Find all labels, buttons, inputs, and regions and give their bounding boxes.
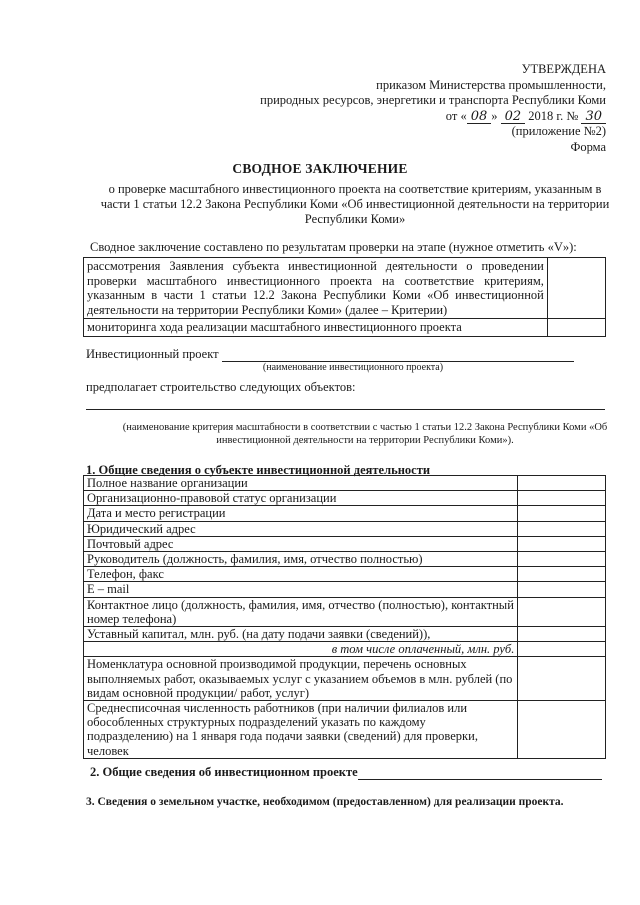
- table-row: [84, 627, 606, 642]
- table-row: [84, 552, 606, 567]
- row-value-cell[interactable]: [518, 567, 606, 582]
- table-row: [84, 536, 606, 551]
- organization-table: [83, 475, 606, 759]
- document-title: СВОДНОЕ ЗАКЛЮЧЕНИЕ: [232, 161, 408, 176]
- stage-table: [83, 257, 606, 337]
- appendix-label: (приложение №2): [511, 124, 606, 138]
- row-value-cell[interactable]: [518, 552, 606, 567]
- section3-title: 3. Сведения о земельном участке, необходимом (предоставленном) для реализации проекта.: [86, 796, 564, 808]
- table-row: [84, 657, 606, 701]
- table-row: [84, 476, 606, 491]
- row-label: Организационно-правовой статус организации: [84, 491, 518, 506]
- row-label: Контактное лицо (должность, фамилия, имя, отчество (полностью), контактный номер телефона): [84, 597, 518, 626]
- approval-order-line2: природных ресурсов, энергетики и транспорта Республики Коми: [260, 93, 606, 107]
- row-value-cell[interactable]: [518, 536, 606, 551]
- row-value-cell[interactable]: [518, 597, 606, 626]
- row-value-cell[interactable]: [518, 582, 606, 597]
- objects-label: предполагает строительство следующих объектов:: [86, 380, 356, 394]
- table-row: [84, 582, 606, 597]
- stage-row: [84, 258, 606, 319]
- table-row: [84, 597, 606, 626]
- date-prefix: от «: [445, 108, 467, 123]
- row-label: Дата и место регистрации: [84, 506, 518, 521]
- stage-intro: Сводное заключение составлено по результатам проверки на этапе (нужное отметить «V»):: [90, 240, 577, 254]
- project-row: [86, 347, 574, 362]
- section2-row: [90, 765, 602, 780]
- row-value-cell[interactable]: [518, 476, 606, 491]
- row-label: Руководитель (должность, фамилия, имя, отчество полностью): [84, 552, 518, 567]
- row-label: Юридический адрес: [84, 521, 518, 536]
- handwritten-day: 08: [467, 111, 492, 124]
- row-label: Полное название организации: [84, 476, 518, 491]
- row-label: Номенклатура основной производимой продукции, перечень основных выполняемых работ, оказываемых услуг с указанием объемов в млн. рублей (по видам основной продукции/ работ, услуг): [84, 657, 518, 701]
- approval-date-line: [260, 109, 606, 125]
- form-label: Форма: [570, 139, 606, 154]
- project-field[interactable]: [222, 347, 574, 362]
- row-label: Уставный капитал, млн. руб. (на дату подачи заявки (сведений)),: [84, 627, 518, 642]
- row-label: Почтовый адрес: [84, 536, 518, 551]
- table-row: [84, 491, 606, 506]
- row-value-cell[interactable]: [518, 642, 606, 657]
- table-row: [84, 567, 606, 582]
- project-hint: (наименование инвестиционного проекта): [262, 362, 444, 373]
- row-value-cell[interactable]: [518, 491, 606, 506]
- date-mid: »: [491, 108, 498, 123]
- date-suffix: 2018 г. №: [528, 108, 579, 123]
- approval-status: УТВЕРЖДЕНА: [521, 62, 606, 76]
- document-subtitle: о проверке масштабного инвестиционного проекта на соответствие критериям, указанным в части 1 статьи 12.2 Закона Республики Коми «Об инвестиционной деятельности на территории Республики Коми»: [100, 182, 610, 226]
- stage-option-text: мониторинга хода реализации масштабного инвестиционного проекта: [84, 319, 548, 337]
- objects-field[interactable]: [86, 409, 605, 410]
- row-label: Телефон, факс: [84, 567, 518, 582]
- stage-row: [84, 319, 606, 337]
- criteria-hint: (наименование критерия масштабности в соответствии с частью 1 статьи 12.2 Закона Республики Коми «Об инвестиционной деятельности на территории Республики Коми»).: [122, 422, 608, 446]
- stage-checkbox[interactable]: [547, 258, 605, 319]
- table-row: [84, 521, 606, 536]
- handwritten-month: 02: [501, 111, 526, 124]
- table-row: [84, 642, 606, 657]
- stage-option-text: рассмотрения Заявления субъекта инвестиционной деятельности о проведении проверки масштабного инвестиционного проекта на соответствие критериям, указанным в части 1 статьи 12.2 Закона Республики Коми «Об инвестиционной деятельности на территории Республики Коми» (далее – Критерии): [84, 258, 548, 319]
- approval-order-line1: приказом Министерства промышленности,: [376, 77, 606, 92]
- handwritten-number: 30: [581, 111, 606, 124]
- table-row: [84, 701, 606, 759]
- stage-checkbox[interactable]: [547, 319, 605, 337]
- row-label: Среднесписочная численность работников (при наличии филиалов или обособленных структурных подразделений указать по каждому подразделению) на 1 января года подачи заявки (сведений) для проверки, человек: [84, 701, 518, 759]
- table-row: [84, 506, 606, 521]
- row-value-cell[interactable]: [518, 657, 606, 701]
- row-value-cell[interactable]: [518, 627, 606, 642]
- section2-title: 2. Общие сведения об инвестиционном проекте: [90, 765, 358, 779]
- approval-block: [260, 62, 606, 155]
- row-label: в том числе оплаченный, млн. руб.: [84, 642, 518, 657]
- row-label: E – mail: [84, 582, 518, 597]
- project-label: Инвестиционный проект: [86, 347, 219, 361]
- section1-title: 1. Общие сведения о субъекте инвестиционной деятельности: [86, 463, 431, 477]
- row-value-cell[interactable]: [518, 521, 606, 536]
- row-value-cell[interactable]: [518, 506, 606, 521]
- row-value-cell[interactable]: [518, 701, 606, 759]
- section2-field[interactable]: [358, 766, 602, 780]
